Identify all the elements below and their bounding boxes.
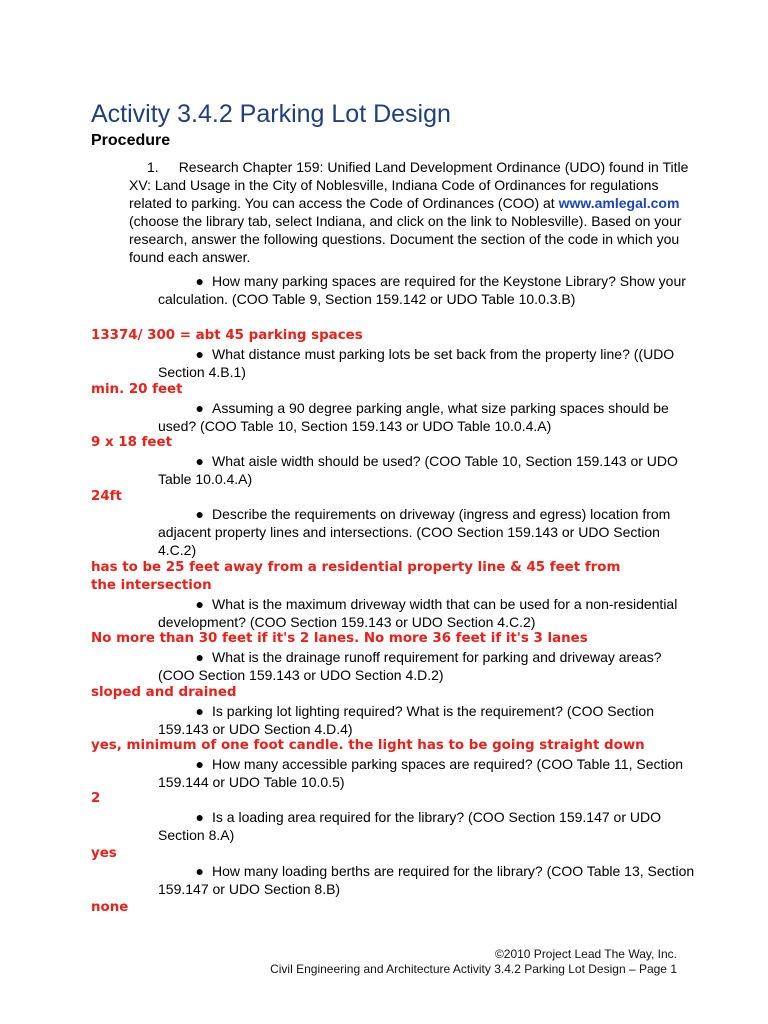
answer-3: 9 x 18 feet — [91, 435, 172, 450]
answer-7: sloped and drained — [91, 685, 237, 700]
list-number: 1. — [147, 159, 159, 175]
question-text: Assuming a 90 degree parking angle, what size parking spaces should be used? (COO Table 10, Section 159.143 or UDO Table 10.0.4.A) — [158, 400, 669, 434]
bullet-icon: ● — [195, 703, 204, 719]
question-2 — [158, 345, 698, 381]
intro-paragraph — [129, 158, 689, 266]
bullet-icon: ● — [195, 596, 204, 612]
question-6 — [158, 595, 698, 631]
bullet-icon: ● — [195, 506, 204, 522]
question-text: What aisle width should be used? (COO Table 10, Section 159.143 or UDO Table 10.0.4.A) — [158, 453, 678, 487]
question-text: How many accessible parking spaces are required? (COO Table 11, Section 159.144 or UDO Table 10.0.5) — [158, 756, 684, 790]
question-text: Is a loading area required for the library? (COO Section 159.147 or UDO Section 8.A) — [158, 809, 662, 843]
question-text: Is parking lot lighting required? What is the requirement? (COO Section 159.143 or UDO Section 4.D.4) — [158, 703, 654, 737]
question-text: Describe the requirements on driveway (ingress and egress) location from adjacent property lines and intersections. (COO Section 159.143 or UDO Section 4.C.2) — [158, 506, 671, 558]
question-11 — [158, 862, 698, 898]
copyright-line: ©2010 Project Lead The Way, Inc. — [494, 947, 677, 961]
answer-4: 24ft — [91, 489, 122, 504]
amlegal-link[interactable]: www.amlegal.com — [558, 195, 680, 211]
question-text: How many loading berths are required for the library? (COO Table 13, Section 159.147 or UDO Section 8.B) — [158, 863, 695, 897]
question-text: What distance must parking lots be set back from the property line? ((UDO Section 4.B.1) — [158, 346, 675, 380]
answer-2: min. 20 feet — [91, 382, 183, 397]
answer-11: none — [91, 900, 129, 915]
page-footer — [270, 947, 677, 977]
answer-5: has to be 25 feet away from a residential property line & 45 feet from the intersection — [91, 560, 621, 593]
question-1 — [158, 272, 698, 308]
question-text: What is the maximum driveway width that can be used for a non-residential development? (COO Section 159.143 or UDO Section 4.C.2) — [158, 596, 678, 630]
question-4 — [158, 452, 698, 488]
intro-text: Research Chapter 159: Unified Land Development Ordinance (UDO) found in Title XV: Land Usage in the City of Noblesville, Indiana Code of Ordinances for regulations related to parking. You can access the Code of Ordinances (COO) at — [129, 159, 689, 211]
question-9 — [158, 755, 698, 791]
section-heading: Procedure — [91, 132, 171, 149]
question-text: How many parking spaces are required for the Keystone Library? Show your calculation. (COO Table 9, Section 159.142 or UDO Table 10.0.3.B) — [158, 273, 686, 307]
answer-1: 13374/ 300 = abt 45 parking spaces — [91, 328, 363, 343]
bullet-icon: ● — [195, 809, 204, 825]
bullet-icon: ● — [195, 863, 204, 879]
answer-10: yes — [91, 846, 117, 861]
bullet-icon: ● — [195, 649, 204, 665]
question-10 — [158, 808, 698, 844]
bullet-icon: ● — [195, 273, 204, 289]
footer-page-info: Civil Engineering and Architecture Activity 3.4.2 Parking Lot Design – Page 1 — [270, 962, 677, 976]
bullet-icon: ● — [195, 756, 204, 772]
question-7 — [158, 648, 698, 684]
bullet-icon: ● — [195, 400, 204, 416]
page-title: Activity 3.4.2 Parking Lot Design — [91, 100, 451, 128]
question-text: What is the drainage runoff requirement for parking and driveway areas? (COO Section 159.143 or UDO Section 4.D.2) — [158, 649, 662, 683]
answer-9: 2 — [91, 791, 101, 806]
question-5 — [158, 505, 698, 559]
answer-8: yes, minimum of one foot candle. the light has to be going straight down — [91, 738, 645, 753]
bullet-icon: ● — [195, 453, 204, 469]
intro-text-continued: (choose the library tab, select Indiana, and click on the link to Noblesville). Based on your research, answer the following questions. Document the section of the code in which you found each answer. — [129, 213, 682, 265]
answer-6: No more than 30 feet if it's 2 lanes. No more 36 feet if it's 3 lanes — [91, 631, 588, 646]
bullet-icon: ● — [195, 346, 204, 362]
question-8 — [158, 702, 698, 738]
question-3 — [158, 399, 698, 435]
